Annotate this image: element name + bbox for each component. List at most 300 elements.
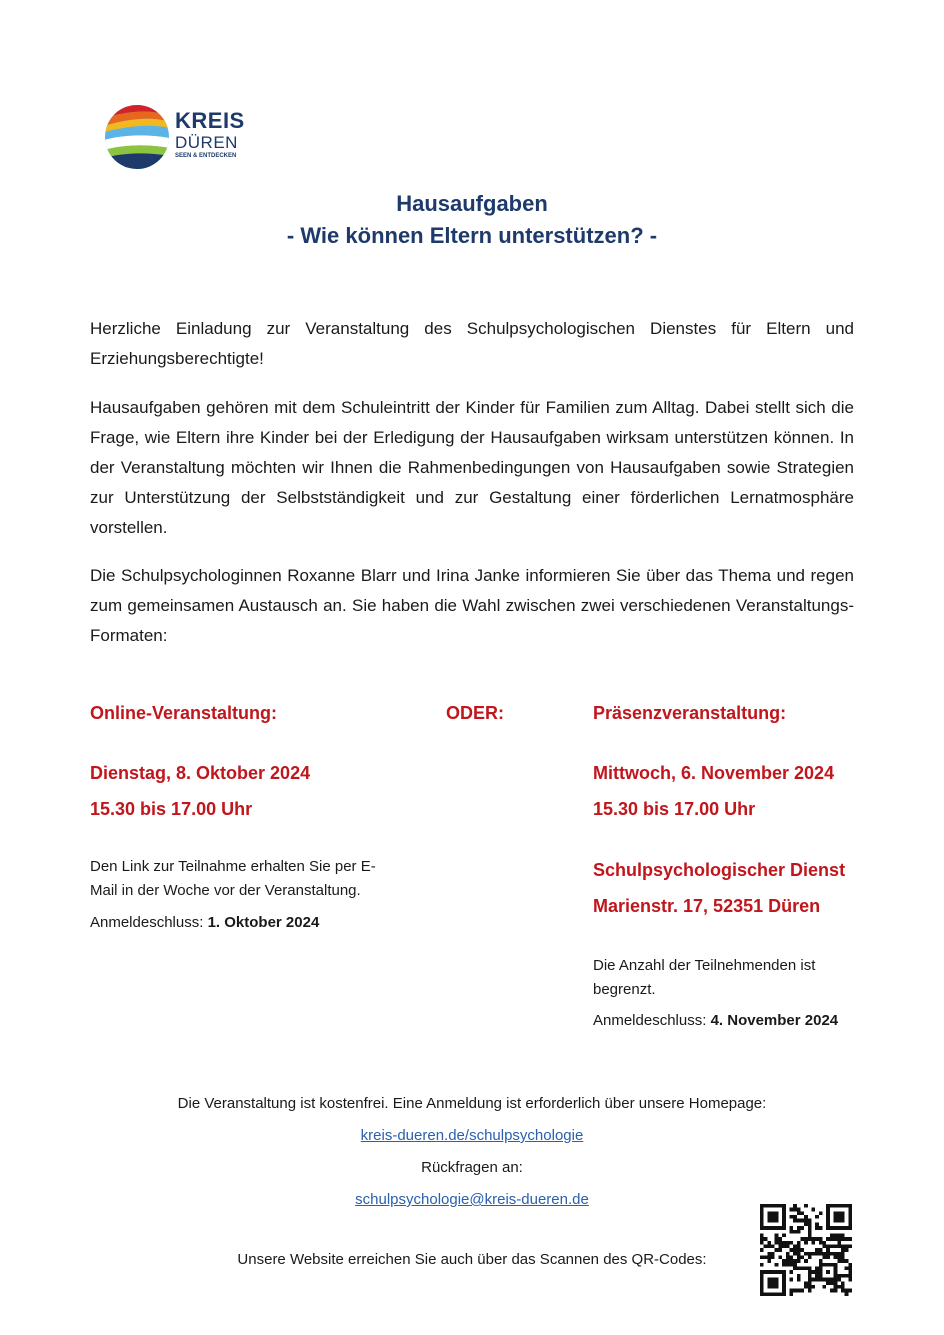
qr-module <box>778 1292 782 1296</box>
qr-module <box>767 1285 771 1289</box>
qr-module <box>804 1204 808 1208</box>
qr-module <box>834 1211 838 1215</box>
qr-module <box>848 1237 852 1241</box>
online-time: 15.30 bis 17.00 Uhr <box>90 799 253 819</box>
qr-module <box>775 1226 779 1230</box>
qr-module <box>837 1233 841 1237</box>
online-date: Dienstag, 8. Oktober 2024 <box>90 763 311 783</box>
qr-module <box>786 1252 790 1256</box>
qr-module <box>834 1263 838 1267</box>
qr-module <box>782 1226 786 1230</box>
qr-module <box>775 1237 779 1241</box>
qr-module <box>775 1211 779 1215</box>
qr-module <box>767 1211 771 1215</box>
intro-paragraph-invitation: Herzliche Einladung zur Veranstaltung des Schulpsychologischen Dienstes für Eltern und Erziehungsberechtigte! <box>90 319 854 368</box>
qr-module <box>841 1215 845 1219</box>
qr-module <box>808 1219 812 1223</box>
kreis-dueren-logo-icon <box>104 104 170 170</box>
qr-module <box>841 1289 845 1293</box>
qr-module <box>848 1222 852 1226</box>
qr-module <box>797 1241 801 1245</box>
kreis-dueren-logo <box>104 104 244 170</box>
qr-module <box>760 1211 764 1215</box>
qr-module <box>793 1230 797 1234</box>
qr-module <box>819 1237 823 1241</box>
qr-module <box>782 1285 786 1289</box>
qr-module <box>789 1263 793 1267</box>
qr-module <box>789 1259 793 1263</box>
qr-module <box>782 1219 786 1223</box>
qr-module <box>767 1241 771 1245</box>
qr-module <box>760 1241 764 1245</box>
online-heading: Online-Veranstaltung: <box>90 703 278 723</box>
qr-module <box>775 1241 779 1245</box>
qr-module <box>841 1252 845 1256</box>
qr-module <box>845 1274 849 1278</box>
qr-module <box>778 1237 782 1241</box>
qr-module <box>760 1222 764 1226</box>
qr-module <box>848 1211 852 1215</box>
qr-module <box>797 1267 801 1271</box>
qr-module <box>819 1248 823 1252</box>
qr-module <box>848 1263 852 1267</box>
qr-module <box>815 1252 819 1256</box>
qr-module <box>789 1230 793 1234</box>
qr-module <box>808 1222 812 1226</box>
qr-module <box>834 1267 838 1271</box>
homepage-link[interactable]: kreis-dueren.de/schulpsychologie <box>360 1127 584 1144</box>
qr-module <box>789 1256 793 1260</box>
qr-module <box>837 1285 841 1289</box>
qr-module <box>775 1263 779 1267</box>
qr-module <box>793 1289 797 1293</box>
qr-module <box>804 1252 808 1256</box>
qr-module <box>782 1244 786 1248</box>
qr-module <box>764 1237 768 1241</box>
logo-text-kreis: KREIS <box>175 108 245 133</box>
qr-module <box>837 1256 841 1260</box>
qr-module <box>800 1248 804 1252</box>
qr-module <box>764 1244 768 1248</box>
qr-module <box>808 1289 812 1293</box>
presence-deadline-date: 4. November 2024 <box>710 1012 839 1029</box>
qr-module <box>826 1263 830 1267</box>
presence-deadline <box>593 1009 838 1033</box>
qr-module <box>760 1208 764 1212</box>
qr-module <box>797 1230 801 1234</box>
qr-module <box>841 1237 845 1241</box>
qr-module <box>771 1252 775 1256</box>
qr-module <box>848 1267 852 1271</box>
qr-module <box>826 1208 830 1212</box>
qr-module <box>808 1274 812 1278</box>
qr-module <box>797 1208 801 1212</box>
presence-date: Mittwoch, 6. November 2024 <box>593 763 835 783</box>
qr-module <box>815 1215 819 1219</box>
qr-module <box>782 1222 786 1226</box>
qr-module <box>800 1256 804 1260</box>
qr-module <box>771 1278 775 1282</box>
qr-module <box>804 1259 808 1263</box>
presence-time: 15.30 bis 17.00 Uhr <box>593 799 756 819</box>
presence-info-line-1: Die Anzahl der Teilnehmenden ist <box>593 957 816 974</box>
qr-module <box>804 1237 808 1241</box>
qr-module <box>771 1204 775 1208</box>
qr-module <box>764 1204 768 1208</box>
qr-module <box>837 1226 841 1230</box>
qr-module <box>782 1281 786 1285</box>
qr-module <box>808 1233 812 1237</box>
qr-module <box>775 1278 779 1282</box>
qr-module <box>812 1208 816 1212</box>
footer-questions: Rückfragen an: <box>421 1159 523 1176</box>
qr-module <box>793 1244 797 1248</box>
qr-module <box>760 1204 764 1208</box>
qr-module <box>800 1226 804 1230</box>
qr-module <box>848 1244 852 1248</box>
qr-module <box>782 1270 786 1274</box>
qr-module <box>782 1274 786 1278</box>
email-link[interactable]: schulpsychologie@kreis-dueren.de <box>355 1191 589 1208</box>
online-deadline-date: 1. Oktober 2024 <box>207 914 320 931</box>
qr-module <box>804 1215 808 1219</box>
qr-module <box>767 1256 771 1260</box>
qr-module <box>771 1211 775 1215</box>
qr-module <box>793 1215 797 1219</box>
qr-module <box>826 1226 830 1230</box>
qr-module <box>782 1259 786 1263</box>
qr-module <box>786 1259 790 1263</box>
qr-module <box>767 1219 771 1223</box>
qr-module <box>764 1270 768 1274</box>
title-line-1: Hausaufgaben <box>396 191 548 216</box>
qr-module <box>793 1219 797 1223</box>
qr-module <box>797 1256 801 1260</box>
qr-module <box>815 1270 819 1274</box>
qr-module <box>826 1270 830 1274</box>
qr-module <box>834 1244 838 1248</box>
online-deadline-label: Anmeldeschluss: <box>90 914 208 931</box>
qr-module <box>782 1292 786 1296</box>
qr-module <box>837 1259 841 1263</box>
qr-module <box>789 1270 793 1274</box>
qr-module <box>819 1211 823 1215</box>
intro-paragraph-description: Hausaufgaben gehören mit dem Schuleintritt der Kinder für Familien zum Alltag. Dabei stellt sich die Frage, wie Eltern ihre Kinder bei der Erledigung der Hausaufgaben wirksam unterstützen können. In der Veranstaltung möchten wir Ihnen die Rahmenbedingungen von Hausaufgaben sowie Strategien zur Unterstützung der Selbstständigkeit und zur Gestaltung einer förderlichen Lernatmosphäre vorstellen. <box>90 398 854 537</box>
qr-module <box>775 1292 779 1296</box>
qr-module <box>782 1289 786 1293</box>
qr-module <box>823 1278 827 1282</box>
qr-module <box>775 1204 779 1208</box>
presence-address: Marienstr. 17, 52351 Düren <box>593 896 821 916</box>
qr-module <box>834 1233 838 1237</box>
qr-module <box>830 1226 834 1230</box>
qr-module <box>841 1233 845 1237</box>
qr-module <box>767 1292 771 1296</box>
qr-module <box>819 1267 823 1271</box>
qr-module <box>767 1278 771 1282</box>
qr-module <box>797 1248 801 1252</box>
qr-module <box>775 1285 779 1289</box>
qr-module <box>812 1278 816 1282</box>
qr-module <box>837 1241 841 1245</box>
qr-module <box>767 1270 771 1274</box>
qr-module <box>834 1256 838 1260</box>
qr-module <box>804 1281 808 1285</box>
qr-module <box>789 1289 793 1293</box>
qr-module <box>808 1237 812 1241</box>
qr-module <box>848 1204 852 1208</box>
qr-module <box>778 1256 782 1260</box>
qr-module <box>804 1219 808 1223</box>
qr-module <box>819 1263 823 1267</box>
qr-module <box>760 1215 764 1219</box>
presence-info <box>593 954 853 1002</box>
qr-module <box>760 1285 764 1289</box>
qr-module <box>845 1267 849 1271</box>
qr-module <box>830 1263 834 1267</box>
qr-module <box>760 1237 764 1241</box>
qr-module <box>764 1226 768 1230</box>
qr-module <box>760 1248 764 1252</box>
qr-module <box>767 1281 771 1285</box>
qr-module <box>826 1248 830 1252</box>
qr-module <box>834 1226 838 1230</box>
qr-module <box>771 1215 775 1219</box>
qr-module <box>826 1204 830 1208</box>
qr-module <box>804 1241 808 1245</box>
qr-module <box>782 1233 786 1237</box>
qr-module <box>778 1226 782 1230</box>
qr-module <box>775 1215 779 1219</box>
qr-module <box>823 1263 827 1267</box>
qr-module <box>848 1226 852 1230</box>
qr-module <box>800 1267 804 1271</box>
qr-module <box>775 1233 779 1237</box>
qr-module <box>793 1259 797 1263</box>
qr-module <box>830 1233 834 1237</box>
qr-module <box>808 1267 812 1271</box>
qr-module <box>760 1270 764 1274</box>
qr-module <box>841 1285 845 1289</box>
qr-module <box>837 1237 841 1241</box>
qr-module <box>826 1281 830 1285</box>
qr-module <box>789 1278 793 1282</box>
qr-module <box>764 1292 768 1296</box>
qr-module <box>808 1256 812 1260</box>
qr-module <box>819 1270 823 1274</box>
qr-module <box>819 1259 823 1263</box>
qr-module <box>834 1270 838 1274</box>
qr-module <box>786 1263 790 1267</box>
logo-text-dueren: DÜREN <box>175 133 238 152</box>
qr-module <box>775 1219 779 1223</box>
qr-module <box>834 1274 838 1278</box>
qr-module <box>804 1267 808 1271</box>
qr-module <box>830 1237 834 1241</box>
qr-module <box>826 1219 830 1223</box>
qr-module <box>815 1237 819 1241</box>
qr-module <box>830 1289 834 1293</box>
qr-module <box>812 1241 816 1245</box>
qr-module <box>808 1281 812 1285</box>
qr-module <box>767 1244 771 1248</box>
qr-module <box>837 1278 841 1282</box>
qr-module <box>760 1256 764 1260</box>
qr-module <box>845 1289 849 1293</box>
online-info-line-2: Mail in der Woche vor der Veranstaltung. <box>90 882 361 899</box>
qr-module <box>823 1244 827 1248</box>
qr-module <box>782 1241 786 1245</box>
qr-module <box>760 1289 764 1293</box>
qr-module <box>793 1267 797 1271</box>
qr-module <box>797 1244 801 1248</box>
qr-module <box>848 1278 852 1282</box>
qr-module <box>800 1289 804 1293</box>
qr-module <box>845 1237 849 1241</box>
qr-module <box>797 1259 801 1263</box>
qr-module <box>848 1289 852 1293</box>
presence-info-line-2: begrenzt. <box>593 981 656 998</box>
qr-module <box>797 1278 801 1282</box>
qr-module <box>819 1226 823 1230</box>
qr-module <box>841 1248 845 1252</box>
qr-module <box>823 1241 827 1245</box>
qr-module <box>837 1211 841 1215</box>
qr-module <box>848 1270 852 1274</box>
qr-module <box>837 1244 841 1248</box>
qr-module <box>760 1263 764 1267</box>
qr-module <box>789 1208 793 1212</box>
qr-module <box>815 1267 819 1271</box>
qr-module <box>819 1252 823 1256</box>
qr-module <box>808 1285 812 1289</box>
qr-module <box>841 1204 845 1208</box>
online-deadline <box>90 911 319 935</box>
qr-module <box>808 1278 812 1282</box>
qr-module <box>848 1274 852 1278</box>
presence-deadline-label: Anmeldeschluss: <box>593 1012 711 1029</box>
qr-module <box>782 1278 786 1282</box>
qr-module <box>819 1241 823 1245</box>
page-title <box>0 188 944 252</box>
qr-module <box>812 1237 816 1241</box>
qr-module <box>837 1274 841 1278</box>
qr-module <box>760 1281 764 1285</box>
qr-module <box>808 1230 812 1234</box>
qr-module <box>789 1226 793 1230</box>
qr-module <box>797 1226 801 1230</box>
qr-module <box>845 1244 849 1248</box>
qr-module <box>797 1274 801 1278</box>
qr-module <box>841 1281 845 1285</box>
qr-module <box>800 1219 804 1223</box>
qr-module <box>837 1215 841 1219</box>
qr-code-icon[interactable] <box>760 1204 852 1296</box>
qr-module <box>826 1252 830 1256</box>
qr-module <box>815 1274 819 1278</box>
qr-module <box>767 1259 771 1263</box>
qr-module <box>841 1211 845 1215</box>
qr-module <box>793 1263 797 1267</box>
qr-module <box>815 1222 819 1226</box>
qr-module <box>848 1208 852 1212</box>
qr-module <box>834 1289 838 1293</box>
qr-module <box>841 1259 845 1263</box>
qr-module <box>797 1219 801 1223</box>
qr-module <box>804 1285 808 1289</box>
qr-module <box>782 1263 786 1267</box>
qr-module <box>793 1248 797 1252</box>
qr-module <box>823 1256 827 1260</box>
qr-module <box>826 1237 830 1241</box>
qr-module <box>782 1208 786 1212</box>
presence-place: Schulpsychologischer Dienst <box>593 860 846 880</box>
qr-module <box>760 1292 764 1296</box>
qr-module <box>815 1248 819 1252</box>
qr-module <box>823 1285 827 1289</box>
presence-heading: Präsenzveranstaltung: <box>593 703 787 723</box>
qr-module <box>771 1270 775 1274</box>
qr-module <box>826 1211 830 1215</box>
qr-module <box>771 1281 775 1285</box>
qr-module <box>793 1252 797 1256</box>
qr-module <box>808 1270 812 1274</box>
qr-module <box>771 1226 775 1230</box>
qr-module <box>760 1274 764 1278</box>
qr-module <box>782 1215 786 1219</box>
qr-module <box>789 1215 793 1219</box>
qr-module <box>815 1278 819 1282</box>
qr-module <box>812 1285 816 1289</box>
qr-module <box>786 1244 790 1248</box>
qr-module <box>775 1270 779 1274</box>
qr-module <box>764 1256 768 1260</box>
qr-module <box>771 1285 775 1289</box>
qr-module <box>789 1241 793 1245</box>
qr-module <box>834 1278 838 1282</box>
qr-module <box>778 1241 782 1245</box>
qr-module <box>845 1248 849 1252</box>
qr-module <box>841 1226 845 1230</box>
qr-module <box>778 1270 782 1274</box>
qr-module <box>826 1215 830 1219</box>
qr-module <box>771 1219 775 1223</box>
qr-module <box>834 1252 838 1256</box>
qr-module <box>823 1252 827 1256</box>
qr-module <box>826 1278 830 1282</box>
intro-paragraph-presenters: Die Schulpsychologinnen Roxanne Blarr und Irina Janke informieren Sie über das Thema und regen zum gemeinsamen Austausch an. Sie haben die Wahl zwischen zwei verschiedenen Veranstaltungs-Formaten: <box>90 566 854 645</box>
qr-module <box>767 1252 771 1256</box>
qr-module <box>778 1204 782 1208</box>
qr-module <box>808 1226 812 1230</box>
qr-module <box>771 1244 775 1248</box>
qr-module <box>845 1292 849 1296</box>
qr-module <box>845 1204 849 1208</box>
qr-module <box>834 1204 838 1208</box>
qr-module <box>800 1211 804 1215</box>
qr-module <box>815 1226 819 1230</box>
footer-free-text: Die Veranstaltung ist kostenfrei. Eine Anmeldung ist erforderlich über unsere Homepage: <box>177 1095 767 1112</box>
qr-module <box>793 1204 797 1208</box>
qr-module <box>848 1215 852 1219</box>
qr-module <box>830 1244 834 1248</box>
qr-module <box>826 1256 830 1260</box>
qr-module <box>841 1219 845 1223</box>
qr-module <box>834 1281 838 1285</box>
qr-module <box>837 1219 841 1223</box>
qr-module <box>782 1211 786 1215</box>
qr-module <box>767 1204 771 1208</box>
